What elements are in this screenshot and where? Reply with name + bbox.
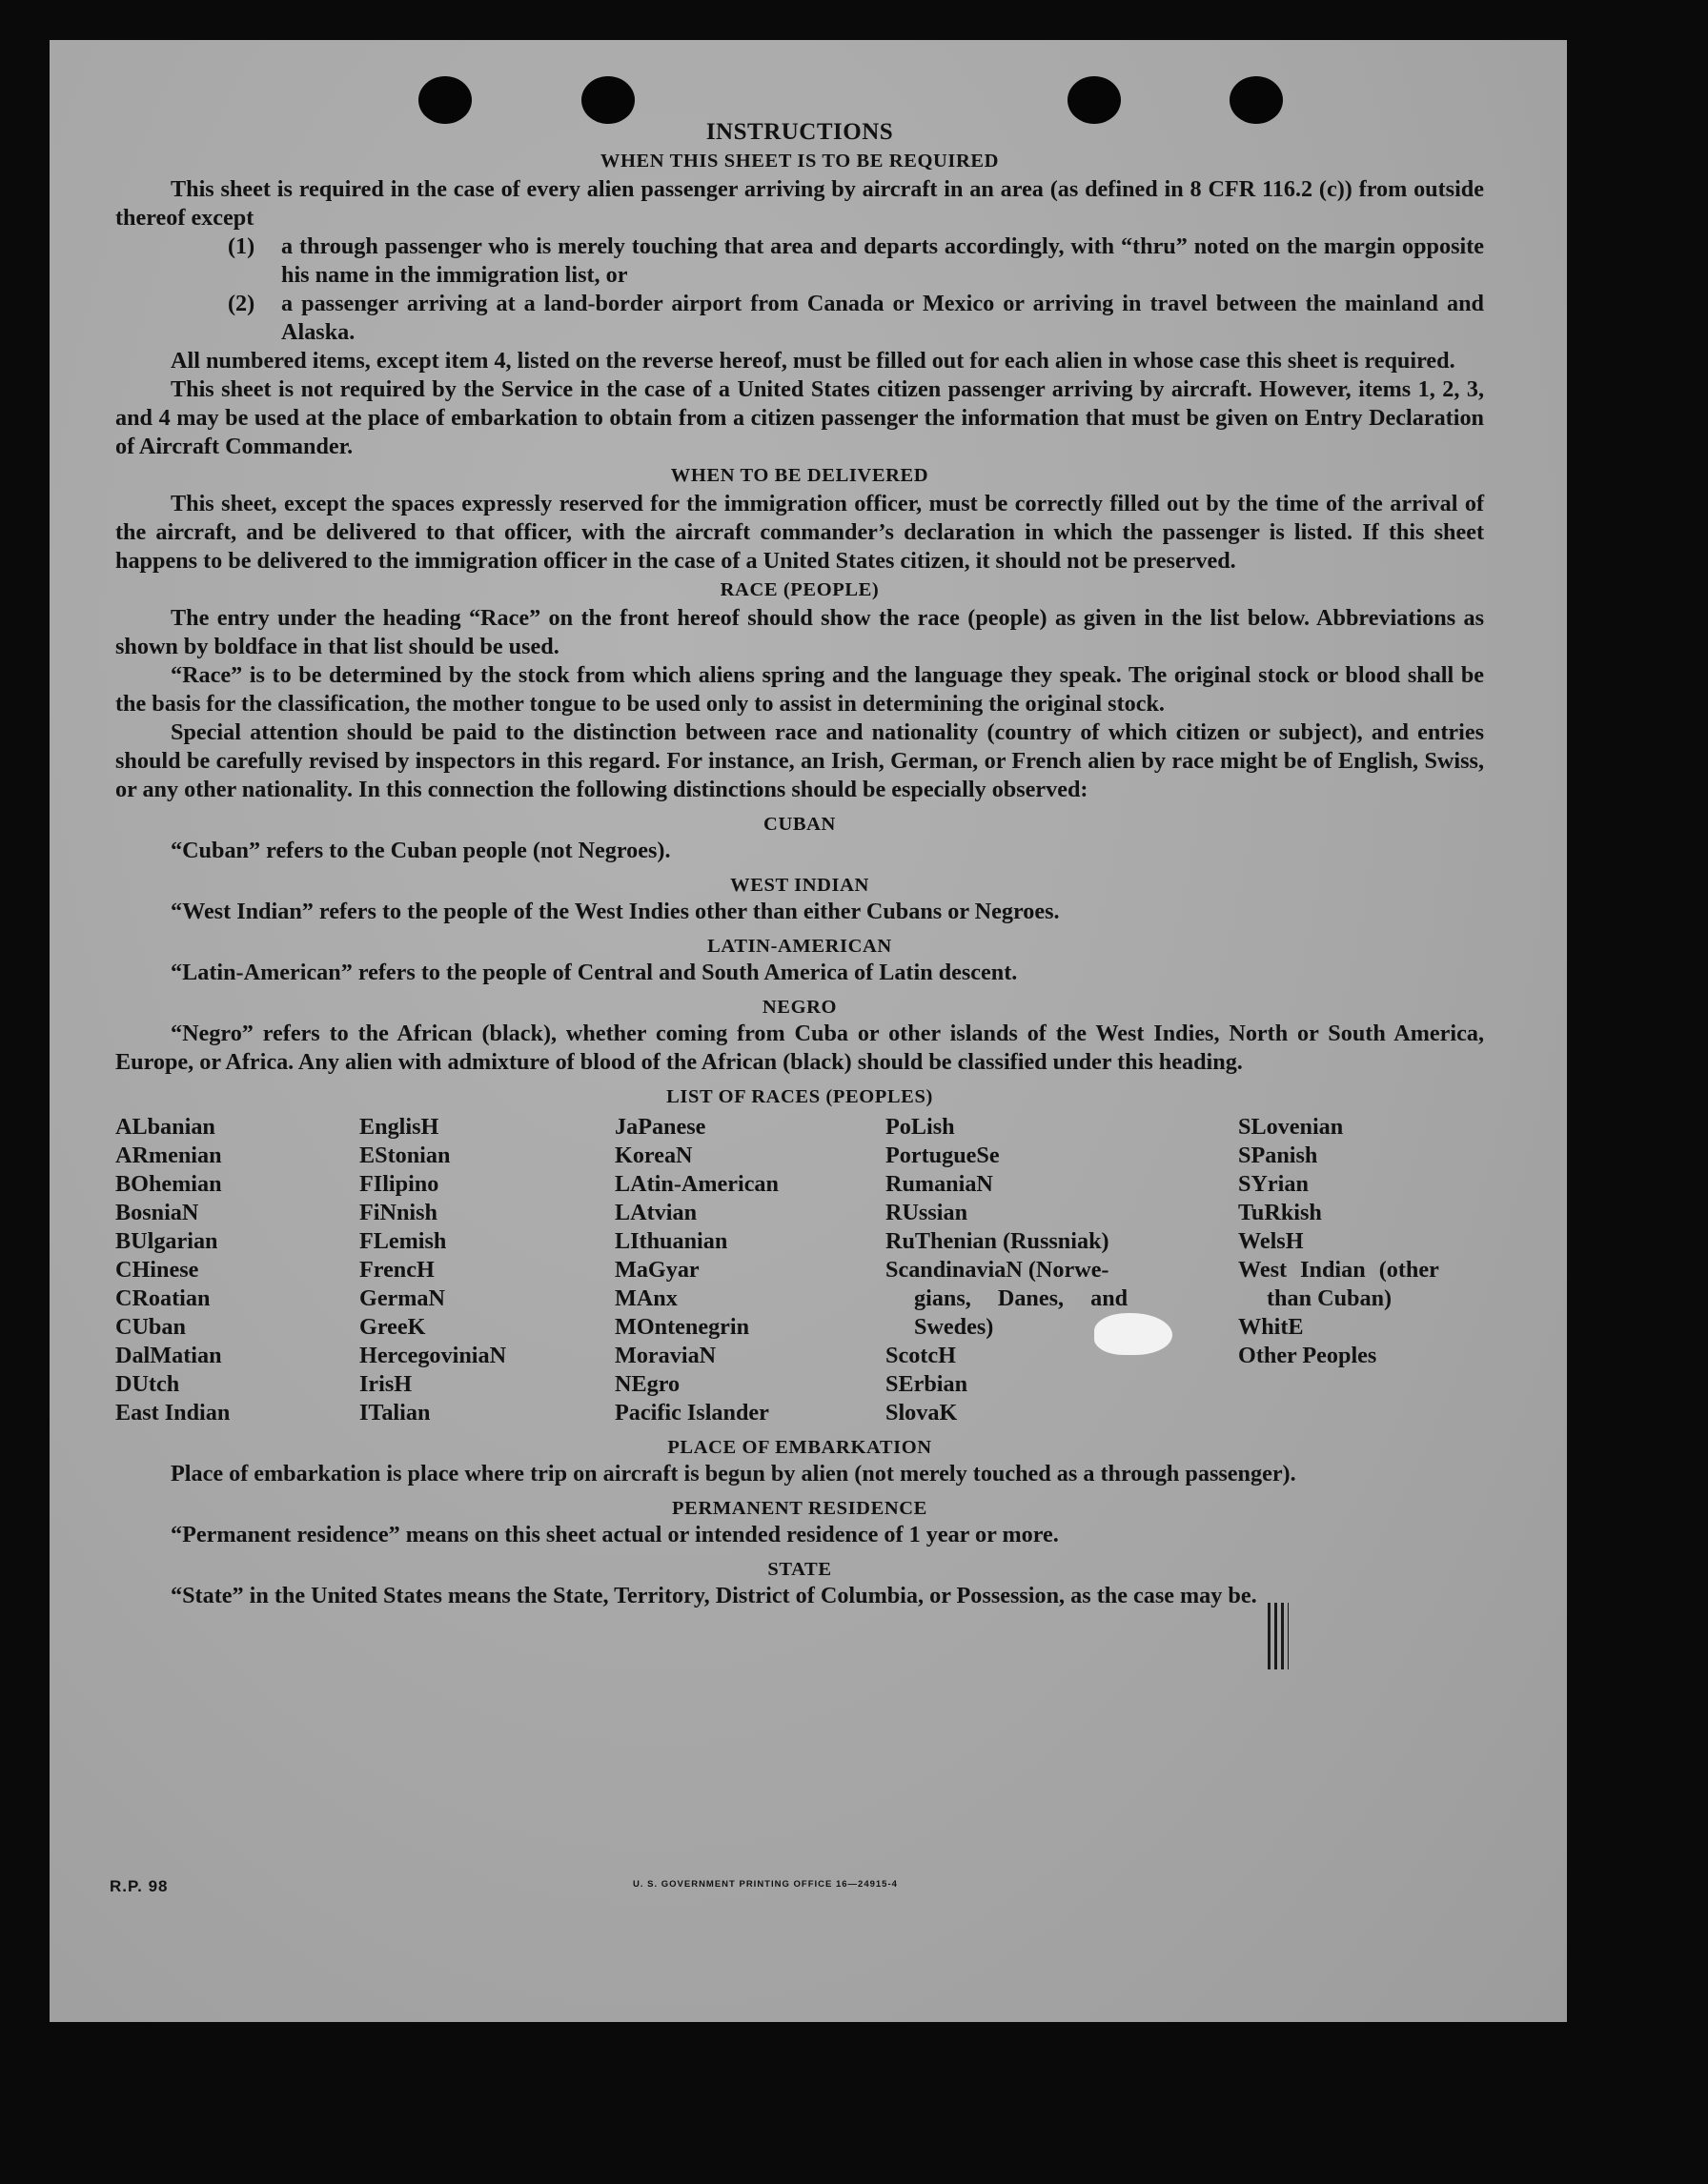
- form-number: R.P. 98: [110, 1877, 169, 1895]
- race-entry: CUban: [115, 1314, 186, 1340]
- race-entry: BUlgarian: [115, 1228, 218, 1254]
- race-entry: RumaniaN: [885, 1171, 993, 1197]
- race-entry-continued: Swedes): [914, 1314, 994, 1340]
- race-entry: DalMatian: [115, 1343, 222, 1368]
- document-sheet: [50, 40, 1567, 2022]
- race-para-3: Special attention should be paid to the distinction between race and nationality (country of which citizen or subject), and entries should be carefully revised by inspectors in this regard. For instance, an Irish, German, or French alien by race might be of English, Swiss, or any other nationality. In this connection the following distinctions should be especially observed:: [115, 719, 1484, 802]
- race-column-1: [115, 1113, 359, 1427]
- punch-hole: [581, 76, 635, 124]
- race-entry: East Indian: [115, 1400, 231, 1426]
- race-para-2: “Race” is to be determined by the stock from which aliens spring and the language they speak. The original stock or blood shall be the basis for the classification, the mother tongue to be used only to assist in determining the original stock.: [115, 662, 1484, 717]
- race-column-5: [1238, 1113, 1484, 1427]
- race-entry: West Indian (other: [1238, 1257, 1439, 1283]
- race-entry: PortugueSe: [885, 1143, 1000, 1168]
- race-entry-continued: than Cuban): [1267, 1285, 1393, 1311]
- race-entry: SErbian: [885, 1371, 968, 1397]
- race-entry: CRoatian: [115, 1285, 211, 1311]
- delivered-text: This sheet, except the spaces expressly reserved for the immigration officer, must be correctly filled out by the time of the arrival of the aircraft, and be delivered to that officer, with the aircraft commander’s declaration in which the passenger is listed. If this sheet happens to be delivered to the immigration officer in the case of a United States citizen, it should not be preserved.: [115, 491, 1484, 574]
- race-entry: EnglisH: [359, 1114, 439, 1140]
- race-para-1: The entry under the heading “Race” on the front hereof should show the race (people) as given in the list below. Abbreviations as shown by boldface in that list should be used.: [115, 605, 1484, 659]
- punch-hole: [1230, 76, 1283, 124]
- ink-mark: [1268, 1603, 1289, 1669]
- race-entry: BosniaN: [115, 1200, 199, 1225]
- race-entry: IrisH: [359, 1371, 413, 1397]
- race-entry: RuThenian (Russniak): [885, 1228, 1109, 1254]
- page-title: INSTRUCTIONS: [705, 119, 894, 145]
- race-entry: NEgro: [615, 1371, 681, 1397]
- embarkation-text: Place of embarkation is place where trip on aircraft is begun by alien (not merely touched as a through passenger).: [171, 1461, 1296, 1486]
- race-entry: BOhemian: [115, 1171, 222, 1197]
- race-entry: MAnx: [615, 1285, 678, 1311]
- race-entry: MoraviaN: [615, 1343, 717, 1368]
- race-entry: EStonian: [359, 1143, 451, 1168]
- required-para-2: All numbered items, except item 4, listed on the reverse hereof, must be filled out for each alien in whose case this sheet is required.: [171, 348, 1455, 374]
- exception-number: (1): [228, 233, 255, 259]
- race-entry: CHinese: [115, 1257, 199, 1283]
- race-list: [115, 1113, 1484, 1427]
- race-column-3: [615, 1113, 885, 1427]
- section-heading-race: RACE (PEOPLE): [720, 579, 880, 600]
- race-entry: TuRkish: [1238, 1200, 1322, 1225]
- race-entry: MaGyar: [615, 1257, 700, 1283]
- negro-text: “Negro” refers to the African (black), whether coming from Cuba or other islands of the West Indies, North or South America, Europe, or Africa. Any alien with admixture of blood of the African (black) should be classified under this heading.: [115, 1021, 1484, 1075]
- race-entry: FLemish: [359, 1228, 447, 1254]
- race-entry: ITalian: [359, 1400, 431, 1426]
- race-entry: ALbanian: [115, 1114, 215, 1140]
- race-entry: WhitE: [1238, 1314, 1304, 1340]
- section-heading-negro: NEGRO: [762, 997, 838, 1018]
- instructions-body: [115, 118, 1484, 1610]
- exception-text: a passenger arriving at a land-border airport from Canada or Mexico or arriving in travel between the mainland and Alaska.: [281, 291, 1484, 345]
- punch-hole: [418, 76, 472, 124]
- race-entry: PoLish: [885, 1114, 955, 1140]
- race-entry: LAtvian: [615, 1200, 698, 1225]
- section-heading-embarkation: PLACE OF EMBARKATION: [667, 1437, 932, 1458]
- exception-item: [115, 233, 1484, 290]
- section-heading-residence: PERMANENT RESIDENCE: [672, 1498, 927, 1519]
- race-entry: Pacific Islander: [615, 1400, 769, 1426]
- cuban-text: “Cuban” refers to the Cuban people (not Negroes).: [171, 838, 671, 863]
- race-entry: SPanish: [1238, 1143, 1318, 1168]
- race-entry-continued: gians, Danes, and: [914, 1285, 1128, 1311]
- exception-item: [115, 290, 1484, 347]
- race-entry: FIlipino: [359, 1171, 439, 1197]
- section-heading-required: WHEN THIS SHEET IS TO BE REQUIRED: [600, 151, 1000, 172]
- section-heading-latin-american: LATIN-AMERICAN: [707, 936, 892, 957]
- race-column-2: [359, 1113, 615, 1427]
- state-text: “State” in the United States means the State, Territory, District of Columbia, or Possession, as the case may be.: [171, 1583, 1257, 1608]
- race-entry: ScandinaviaN (Norwe-: [885, 1257, 1109, 1283]
- exception-number: (2): [228, 291, 255, 316]
- required-para-3: This sheet is not required by the Service in the case of a United States citizen passenger arriving by aircraft. However, items 1, 2, 3, and 4 may be used at the place of embarkation to obtain from a citizen passenger the information that must be given on Entry Declaration of Aircraft Commander.: [115, 376, 1484, 459]
- section-heading-cuban: CUBAN: [763, 814, 836, 835]
- punch-hole: [1068, 76, 1121, 124]
- race-entry: WelsH: [1238, 1228, 1304, 1254]
- race-entry: DUtch: [115, 1371, 180, 1397]
- race-entry: LAtin-American: [615, 1171, 779, 1197]
- race-entry: RUssian: [885, 1200, 968, 1225]
- race-entry: FiNnish: [359, 1200, 437, 1225]
- race-entry: ARmenian: [115, 1143, 222, 1168]
- residence-text: “Permanent residence” means on this sheet actual or intended residence of 1 year or more.: [171, 1522, 1059, 1547]
- required-intro: This sheet is required in the case of every alien passenger arriving by aircraft in an area (as defined in 8 CFR 116.2 (c)) from outside thereof except: [115, 176, 1484, 231]
- race-entry: ScotcH: [885, 1343, 956, 1368]
- latin-american-text: “Latin-American” refers to the people of Central and South America of Latin descent.: [171, 960, 1018, 985]
- exception-text: a through passenger who is merely touching that area and departs accordingly, with “thru” noted on the margin opposite his name in the immigration list, or: [281, 233, 1484, 288]
- section-heading-delivered: WHEN TO BE DELIVERED: [670, 465, 929, 486]
- section-heading-state: STATE: [767, 1559, 832, 1580]
- section-heading-list: LIST OF RACES (PEOPLES): [666, 1086, 933, 1107]
- race-entry: SLovenian: [1238, 1114, 1344, 1140]
- race-entry: KoreaN: [615, 1143, 693, 1168]
- race-entry: JaPanese: [615, 1114, 706, 1140]
- race-entry: SlovaK: [885, 1400, 958, 1426]
- race-entry: GreeK: [359, 1314, 426, 1340]
- section-heading-west-indian: WEST INDIAN: [730, 875, 869, 896]
- race-entry: GermaN: [359, 1285, 445, 1311]
- race-entry: HercegoviniaN: [359, 1343, 507, 1368]
- west-indian-text: “West Indian” refers to the people of the West Indies other than either Cubans or Negroes.: [171, 899, 1060, 924]
- printer-imprint: U. S. GOVERNMENT PRINTING OFFICE 16—24915-4: [633, 1879, 898, 1890]
- race-entry: Other Peoples: [1238, 1343, 1377, 1368]
- race-entry: MOntenegrin: [615, 1314, 750, 1340]
- race-entry: FrencH: [359, 1257, 435, 1283]
- race-entry: LIthuanian: [615, 1228, 728, 1254]
- race-column-4: [885, 1113, 1238, 1427]
- race-entry: SYrian: [1238, 1171, 1309, 1197]
